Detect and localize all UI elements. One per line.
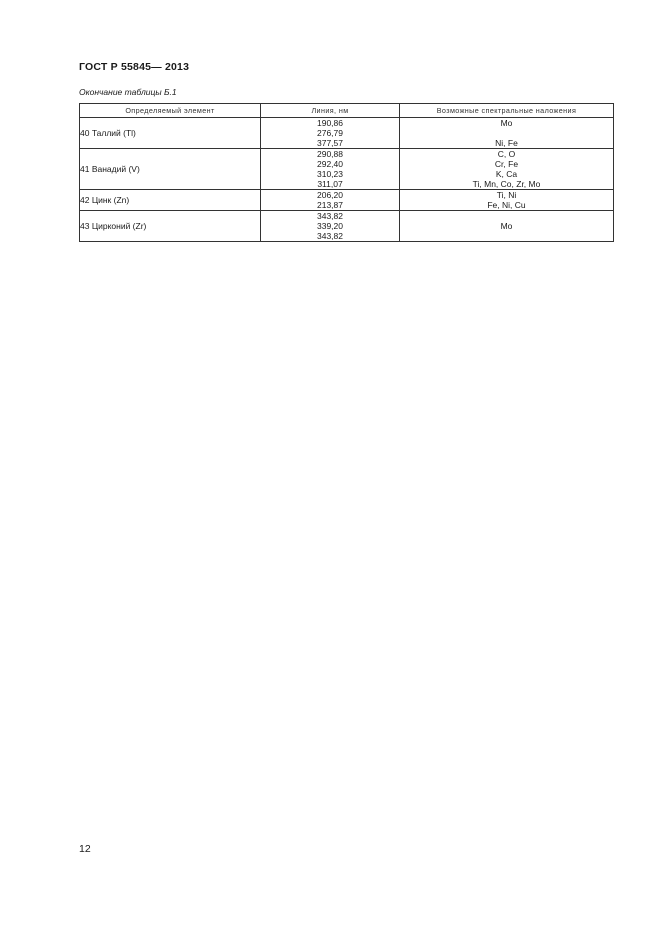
wavelength-value: 377,57	[317, 138, 343, 148]
overlap-value: Ti, Ni	[496, 190, 517, 200]
table-header-row	[80, 104, 614, 118]
table-body	[80, 118, 614, 242]
table-row	[80, 149, 614, 190]
wavelength-value: 213,87	[317, 200, 343, 210]
lines-cell	[261, 211, 400, 242]
overlap-value: K, Ca	[495, 169, 518, 179]
table-caption: Окончание таблицы Б.1	[79, 87, 177, 97]
overlap-value: Mo	[500, 221, 513, 231]
element-cell: 40 Таллий (Tl)	[80, 118, 261, 149]
overlaps-cell	[400, 211, 614, 242]
wavelength-value: 292,40	[317, 159, 343, 169]
overlap-value	[400, 231, 613, 241]
overlaps-cell	[400, 190, 614, 211]
overlap-value: C, O	[497, 149, 516, 159]
overlap-value	[400, 128, 613, 138]
overlap-value: Mo	[500, 118, 513, 128]
wavelength-value: 343,82	[317, 231, 343, 241]
column-header-overlaps: Возможные спектральные наложения	[400, 104, 614, 118]
wavelength-value: 206,20	[317, 190, 343, 200]
column-header-line: Линия, нм	[261, 104, 400, 118]
wavelength-value: 339,20	[317, 221, 343, 231]
overlaps-cell	[400, 118, 614, 149]
wavelength-value: 310,23	[317, 169, 343, 179]
lines-cell	[261, 190, 400, 211]
lines-cell	[261, 149, 400, 190]
overlap-value	[400, 211, 613, 221]
lines-cell	[261, 118, 400, 149]
element-cell: 41 Ванадий (V)	[80, 149, 261, 190]
wavelength-value: 290,88	[317, 149, 343, 159]
table-row	[80, 211, 614, 242]
overlaps-cell	[400, 149, 614, 190]
overlap-value: Fe, Ni, Cu	[487, 200, 526, 210]
overlap-value: Ti, Mn, Co, Zr, Mo	[472, 179, 541, 189]
overlap-value: Cr, Fe	[494, 159, 519, 169]
wavelength-value: 276,79	[317, 128, 343, 138]
wavelength-value: 190,86	[317, 118, 343, 128]
table-row	[80, 118, 614, 149]
column-header-element: Определяемый элемент	[80, 104, 261, 118]
table-row	[80, 190, 614, 211]
wavelength-value: 311,07	[317, 179, 343, 189]
overlap-value: Ni, Fe	[495, 138, 518, 148]
page-number: 12	[79, 843, 91, 855]
element-cell: 42 Цинк (Zn)	[80, 190, 261, 211]
wavelength-value: 343,82	[317, 211, 343, 221]
element-cell: 43 Цирконий (Zr)	[80, 211, 261, 242]
data-table	[79, 103, 614, 242]
document-header: ГОСТ Р 55845— 2013	[79, 61, 190, 73]
